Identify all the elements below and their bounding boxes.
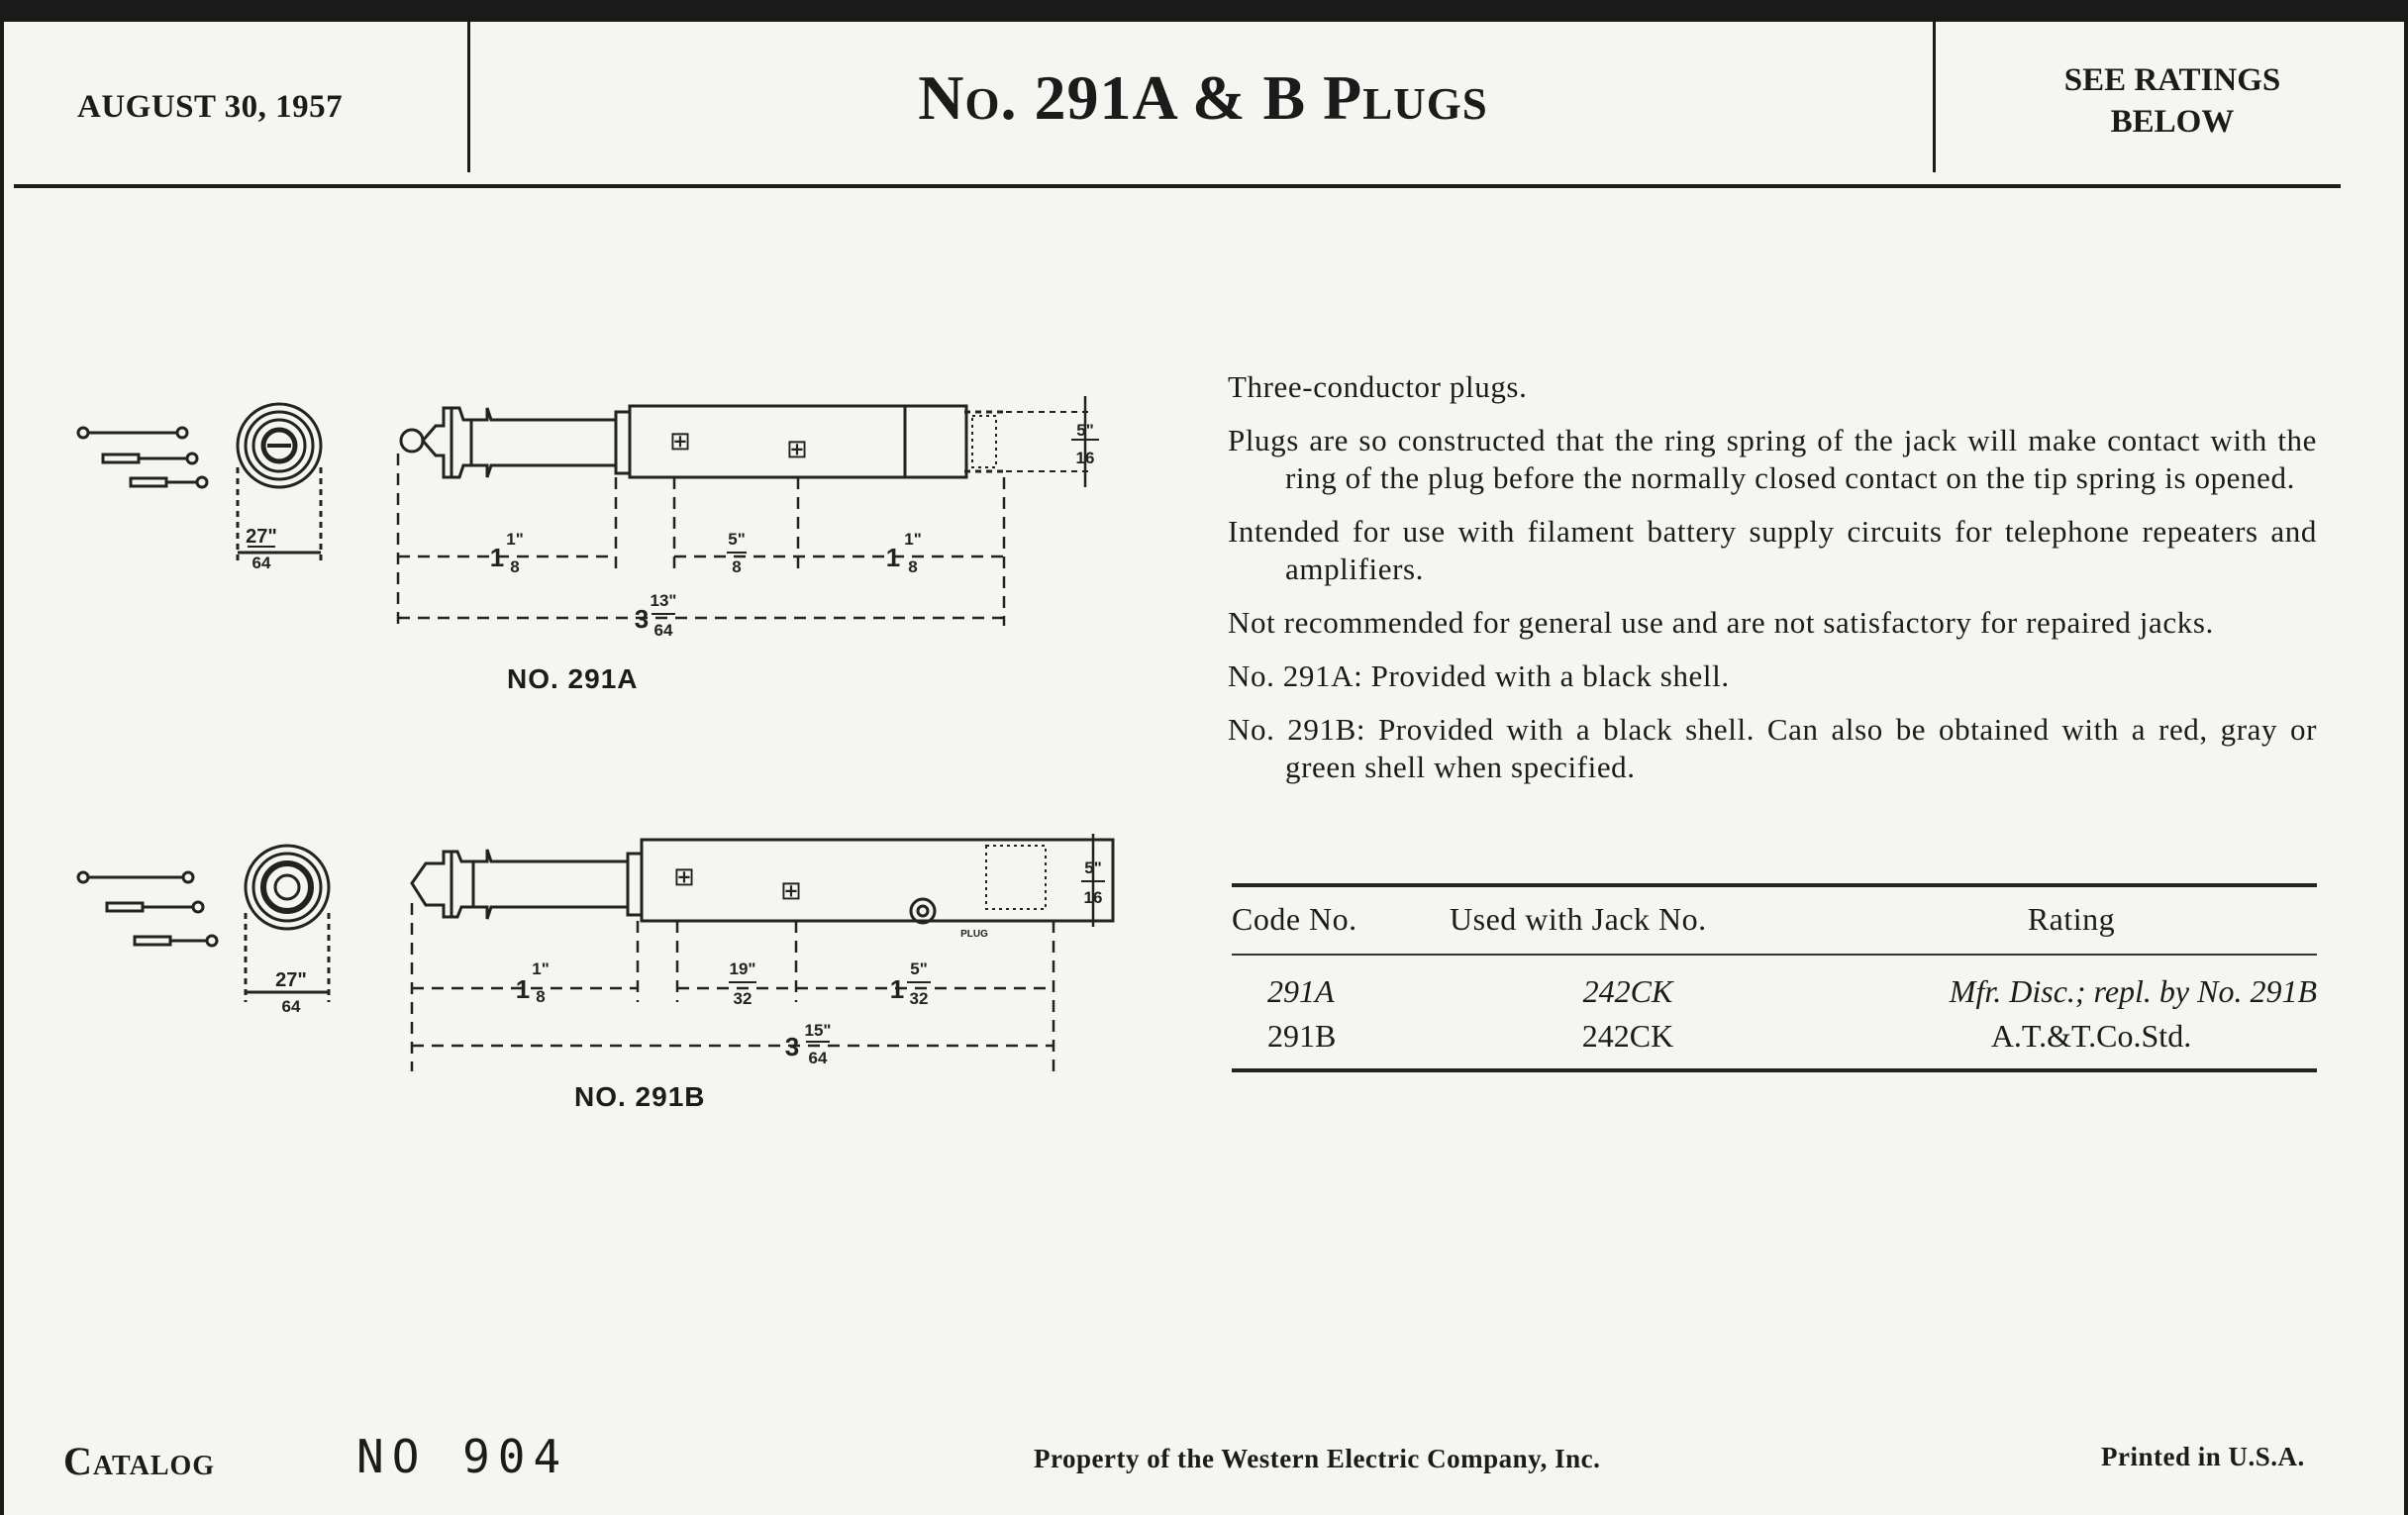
screw-icon-1: ⊞ xyxy=(673,861,695,891)
terminal-icon xyxy=(78,872,88,882)
col-jack-no: Used with Jack No. xyxy=(1430,885,1826,955)
dim-a-d1-whole: 1 xyxy=(489,543,505,572)
description-para-1: Three-conductor plugs. xyxy=(1228,369,1528,404)
ratings-table xyxy=(1232,883,2317,1072)
dim-a-d2-den: 8 xyxy=(732,557,742,576)
dim-b-d2-den: 32 xyxy=(733,989,752,1008)
dim-a-h-num: 5" xyxy=(1076,421,1094,440)
footer-catalog: Catalog xyxy=(63,1439,216,1483)
description-para-5: No. 291A: Provided with a black shell. xyxy=(1228,658,1730,693)
dim-a-d1-num: 1" xyxy=(506,530,524,549)
tip-contact-icon xyxy=(135,937,170,945)
screw-icon-2: ⊞ xyxy=(786,434,808,463)
terminal-icon xyxy=(78,428,88,438)
screw-icon-1: ⊞ xyxy=(669,426,691,455)
footer-printed: Printed in U.S.A. xyxy=(2101,1442,2305,1471)
description-para-6: No. 291B: Provided with a black shell. Can also be obtained with a red, gray or green shell when specified. xyxy=(1228,712,2317,784)
dim-a-total-num: 13" xyxy=(650,591,677,610)
cell-rating: Mfr. Disc.; repl. by No. 291B xyxy=(1949,973,2317,1009)
dim-a-h-den: 16 xyxy=(1075,449,1095,467)
tip-contact-icon xyxy=(131,478,166,486)
dim-b-d1-den: 8 xyxy=(536,987,546,1006)
col-rating: Rating xyxy=(1826,885,2317,955)
cell-jack: 242CK xyxy=(1430,1014,1826,1070)
footer-catalog-number: NO 904 xyxy=(356,1430,569,1483)
dim-b-h-num: 5" xyxy=(1084,858,1102,877)
dim-b-d3-den: 32 xyxy=(909,989,929,1008)
ratings-line-2: BELOW xyxy=(2110,104,2235,140)
dim-b-h-den: 16 xyxy=(1083,888,1103,907)
dim-b-dia-den: 64 xyxy=(281,997,301,1016)
ratings-line-1: SEE RATINGS xyxy=(2063,62,2281,98)
plug-end-view-icon xyxy=(246,846,329,929)
description-para-2: Plugs are so constructed that the ring spring of the jack will make contact with the ring of the plug before the normally closed contact on the tip spring is opened. xyxy=(1228,423,2317,495)
table-header-row xyxy=(1232,885,2317,955)
plug-291b-drawing xyxy=(63,804,1133,1101)
dim-a-d3-den: 8 xyxy=(908,557,918,576)
dim-b-dia-num: 27" xyxy=(275,969,307,991)
dim-a-total-den: 64 xyxy=(653,621,673,640)
dim-a-dia-num: 27" xyxy=(246,526,277,548)
dim-a-d3-num: 1" xyxy=(904,530,922,549)
dim-b-d1-num: 1" xyxy=(532,960,550,978)
dim-b-d3-whole: 1 xyxy=(889,974,905,1004)
header-rule xyxy=(14,184,2341,188)
cell-code: 291B xyxy=(1232,1014,1430,1070)
dim-a-d1-den: 8 xyxy=(510,557,520,576)
dim-b-total-whole: 3 xyxy=(784,1032,800,1061)
dim-a-total-whole: 3 xyxy=(634,604,650,634)
figure-label-291b: NO. 291B xyxy=(574,1081,706,1112)
ring-contact-icon xyxy=(107,903,143,911)
plug-291a-drawing xyxy=(63,368,1133,665)
description-para-3: Intended for use with filament battery supply circuits for telephone repeaters and amplifiers. xyxy=(1228,514,2317,586)
dim-b-d1-whole: 1 xyxy=(515,974,531,1004)
issue-date: AUGUST 30, 1957 xyxy=(77,89,344,125)
plug-side-view-icon xyxy=(412,840,1113,923)
shell-marking: PLUG xyxy=(960,929,988,940)
page-title: No. 291A & B Plugs xyxy=(918,62,1488,133)
table-row xyxy=(1232,955,2317,1014)
table-row xyxy=(1232,1014,2317,1070)
catalog-page xyxy=(4,22,2404,1515)
dim-b-d3-num: 5" xyxy=(910,960,928,978)
dim-a-d2-num: 5" xyxy=(728,530,746,549)
cell-jack: 242CK xyxy=(1582,973,1673,1009)
figure-label-291a: NO. 291A xyxy=(507,663,639,694)
ring-contact-icon xyxy=(103,454,139,462)
plug-end-view-icon xyxy=(238,404,321,487)
screw-icon-2: ⊞ xyxy=(780,875,802,905)
cell-code: 291A xyxy=(1267,973,1335,1009)
plug-side-view-icon xyxy=(401,406,1004,477)
description xyxy=(1228,368,2317,802)
description-para-4: Not recommended for general use and are not satisfactory for repaired jacks. xyxy=(1228,605,2214,640)
header-divider-left xyxy=(467,22,470,172)
marking-ring-icon xyxy=(911,899,935,923)
footer-property: Property of the Western Electric Company, Inc. xyxy=(1034,1444,1601,1473)
dim-b-total-den: 64 xyxy=(808,1049,828,1067)
dim-a-dia-den: 64 xyxy=(251,554,271,572)
col-code-no: Code No. xyxy=(1232,885,1430,955)
dim-b-d2-num: 19" xyxy=(729,960,756,978)
dim-b-total-num: 15" xyxy=(804,1021,832,1040)
dim-a-d3-whole: 1 xyxy=(885,543,901,572)
cell-rating: A.T.&T.Co.Std. xyxy=(1826,1014,2317,1070)
ratings-note xyxy=(1935,59,2404,143)
